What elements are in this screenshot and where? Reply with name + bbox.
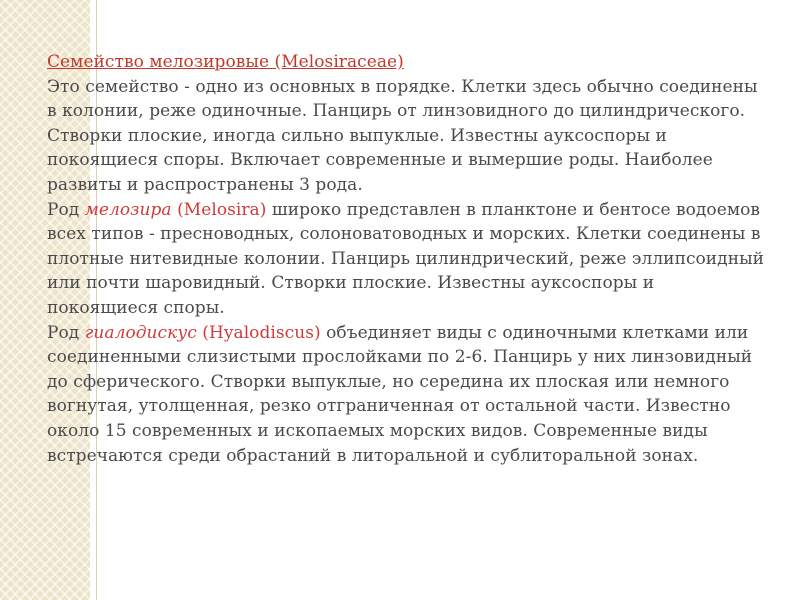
genus-name-latin: (Melosira) (177, 199, 267, 220)
slide-content (47, 50, 767, 468)
genus-name-ru: гиалодискус (84, 322, 197, 343)
genus-prefix: Род (47, 199, 85, 220)
slide-title-paragraph (47, 50, 767, 75)
genus-name-latin: (Hyalodiscus) (202, 322, 321, 343)
genus-name-ru: мелозира (84, 199, 172, 220)
genus-description: объединяет виды с одиночными клетками или соединенными слизистыми прослойками по 2-6. Панцирь у них линзовидный до сферического. Створки выпуклые, но середина их плоская или немного вогнутая, утолщенная, резко отграниченная от остальной части. Известно около 15 современных и ископаемых морских видов. Современные виды встречаются среди обрастаний в литоральной и сублиторальной зонах. (47, 322, 753, 466)
genus-description: широко представлен в планктоне и бентосе водоемов всех типов - пресноводных, солоноватоводных и морских. Клетки соединены в плотные нитевидные колонии. Панцирь цилиндрический, реже эллипсоидный или почти шаровидный. Створки плоские. Известны ауксоспоры и покоящиеся споры. (47, 199, 765, 318)
paragraph-hyalodiscus (47, 321, 767, 469)
paragraph-intro: Это семейство - одно из основных в порядке. Клетки здесь обычно соединены в колонии, реже одиночные. Панцирь от линзовидного до цилиндрического. Створки плоские, иногда сильно выпуклые. Известны ауксоспоры и покоящиеся споры. Включает современные и вымершие роды. Наиболее развиты и распространены 3 рода. (47, 76, 758, 195)
paragraph-melosira (47, 198, 767, 321)
slide-title: Семейство мелозировые (Melosiraceae) (47, 52, 404, 72)
genus-prefix: Род (47, 322, 85, 343)
